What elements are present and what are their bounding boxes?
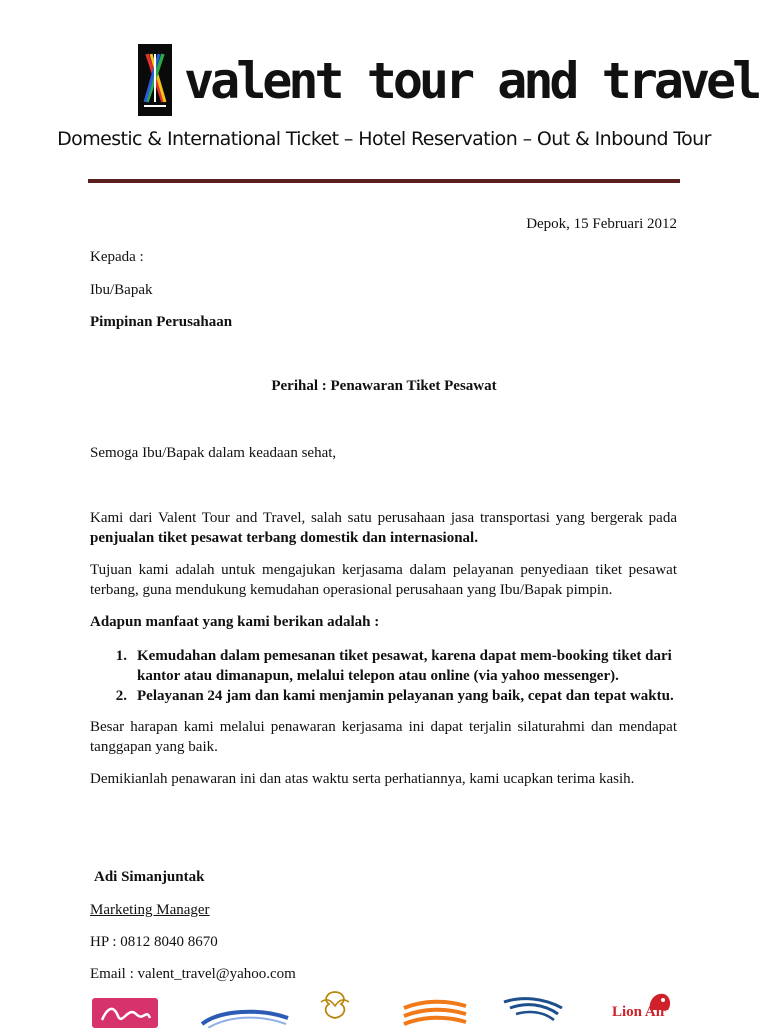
intro-text: Kami dari Valent Tour and Travel, salah satu perusahaan jasa transportasi yang bergerak pada — [90, 510, 677, 526]
signer-phone: HP : 0812 8040 8670 — [90, 934, 218, 950]
purpose-paragraph: Tujuan kami adalah untuk mengajukan kerjasama dalam pelayanan penyediaan tiket pesawat terbang, guna mendukung kemudahan operasional perusahaan yang Ibu/Bapak pimpin. — [90, 562, 677, 598]
closing-paragraph: Demikianlah penawaran ini dan atas waktu serta perhatiannya, kami ucapkan terima kasih. — [90, 771, 635, 787]
lion-air-logo — [610, 990, 680, 1024]
airline-logos-strip — [0, 984, 768, 1024]
list-item-number: 2. — [115, 688, 127, 704]
list-item-text: Pelayanan 24 jam dan kami menjamin pelayanan yang baik, cepat dan tepat waktu. — [137, 688, 674, 704]
header-divider — [88, 179, 680, 183]
letter-date: Depok, 15 Februari 2012 — [526, 216, 677, 232]
orange-stripes-airline-logo-icon — [400, 998, 470, 1026]
benefits-heading: Adapun manfaat yang kami berikan adalah : — [90, 614, 380, 630]
list-item — [90, 686, 677, 706]
recipient-salutation: Ibu/Bapak — [90, 282, 153, 298]
to-label: Kepada : — [90, 249, 144, 265]
hope-paragraph: Besar harapan kami melalui penawaran kerjasama ini dapat terjalin silaturahmi dan mendapat tanggapan yang baik. — [90, 719, 677, 755]
list-item — [90, 646, 677, 686]
company-name: valent tour and travel — [184, 52, 759, 110]
lion-air-text: Lion Air — [612, 1004, 667, 1020]
signer-email: Email : valent_travel@yahoo.com — [90, 966, 296, 982]
garuda-bird-airline-logo-icon — [500, 994, 568, 1026]
intro-bold-text: penjualan tiket pesawat terbang domestik dan internasional. — [90, 530, 478, 546]
list-item-number: 1. — [115, 648, 127, 664]
intro-paragraph — [90, 508, 677, 548]
company-tagline: Domestic & International Ticket – Hotel Reservation – Out & Inbound Tour — [57, 128, 711, 150]
blue-wave-airline-logo-icon — [200, 1006, 290, 1028]
recipient-title: Pimpinan Perusahaan — [90, 314, 233, 330]
gold-emblem-airline-logo-icon — [315, 988, 355, 1026]
company-logo — [138, 44, 172, 116]
greeting: Semoga Ibu/Bapak dalam keadaan sehat, — [90, 445, 337, 461]
signer-position: Marketing Manager — [90, 902, 210, 918]
signer-name: Adi Simanjuntak — [94, 869, 205, 885]
benefits-list — [90, 646, 677, 706]
list-item-text: Kemudahan dalam pemesanan tiket pesawat, karena dapat mem-booking tiket dari kantor atau dimanapun, melalui telepon atau online (via yahoo messenger). — [137, 648, 672, 684]
company-logo-mark — [138, 44, 172, 116]
letter-subject: Perihal : Penawaran Tiket Pesawat — [271, 378, 497, 394]
